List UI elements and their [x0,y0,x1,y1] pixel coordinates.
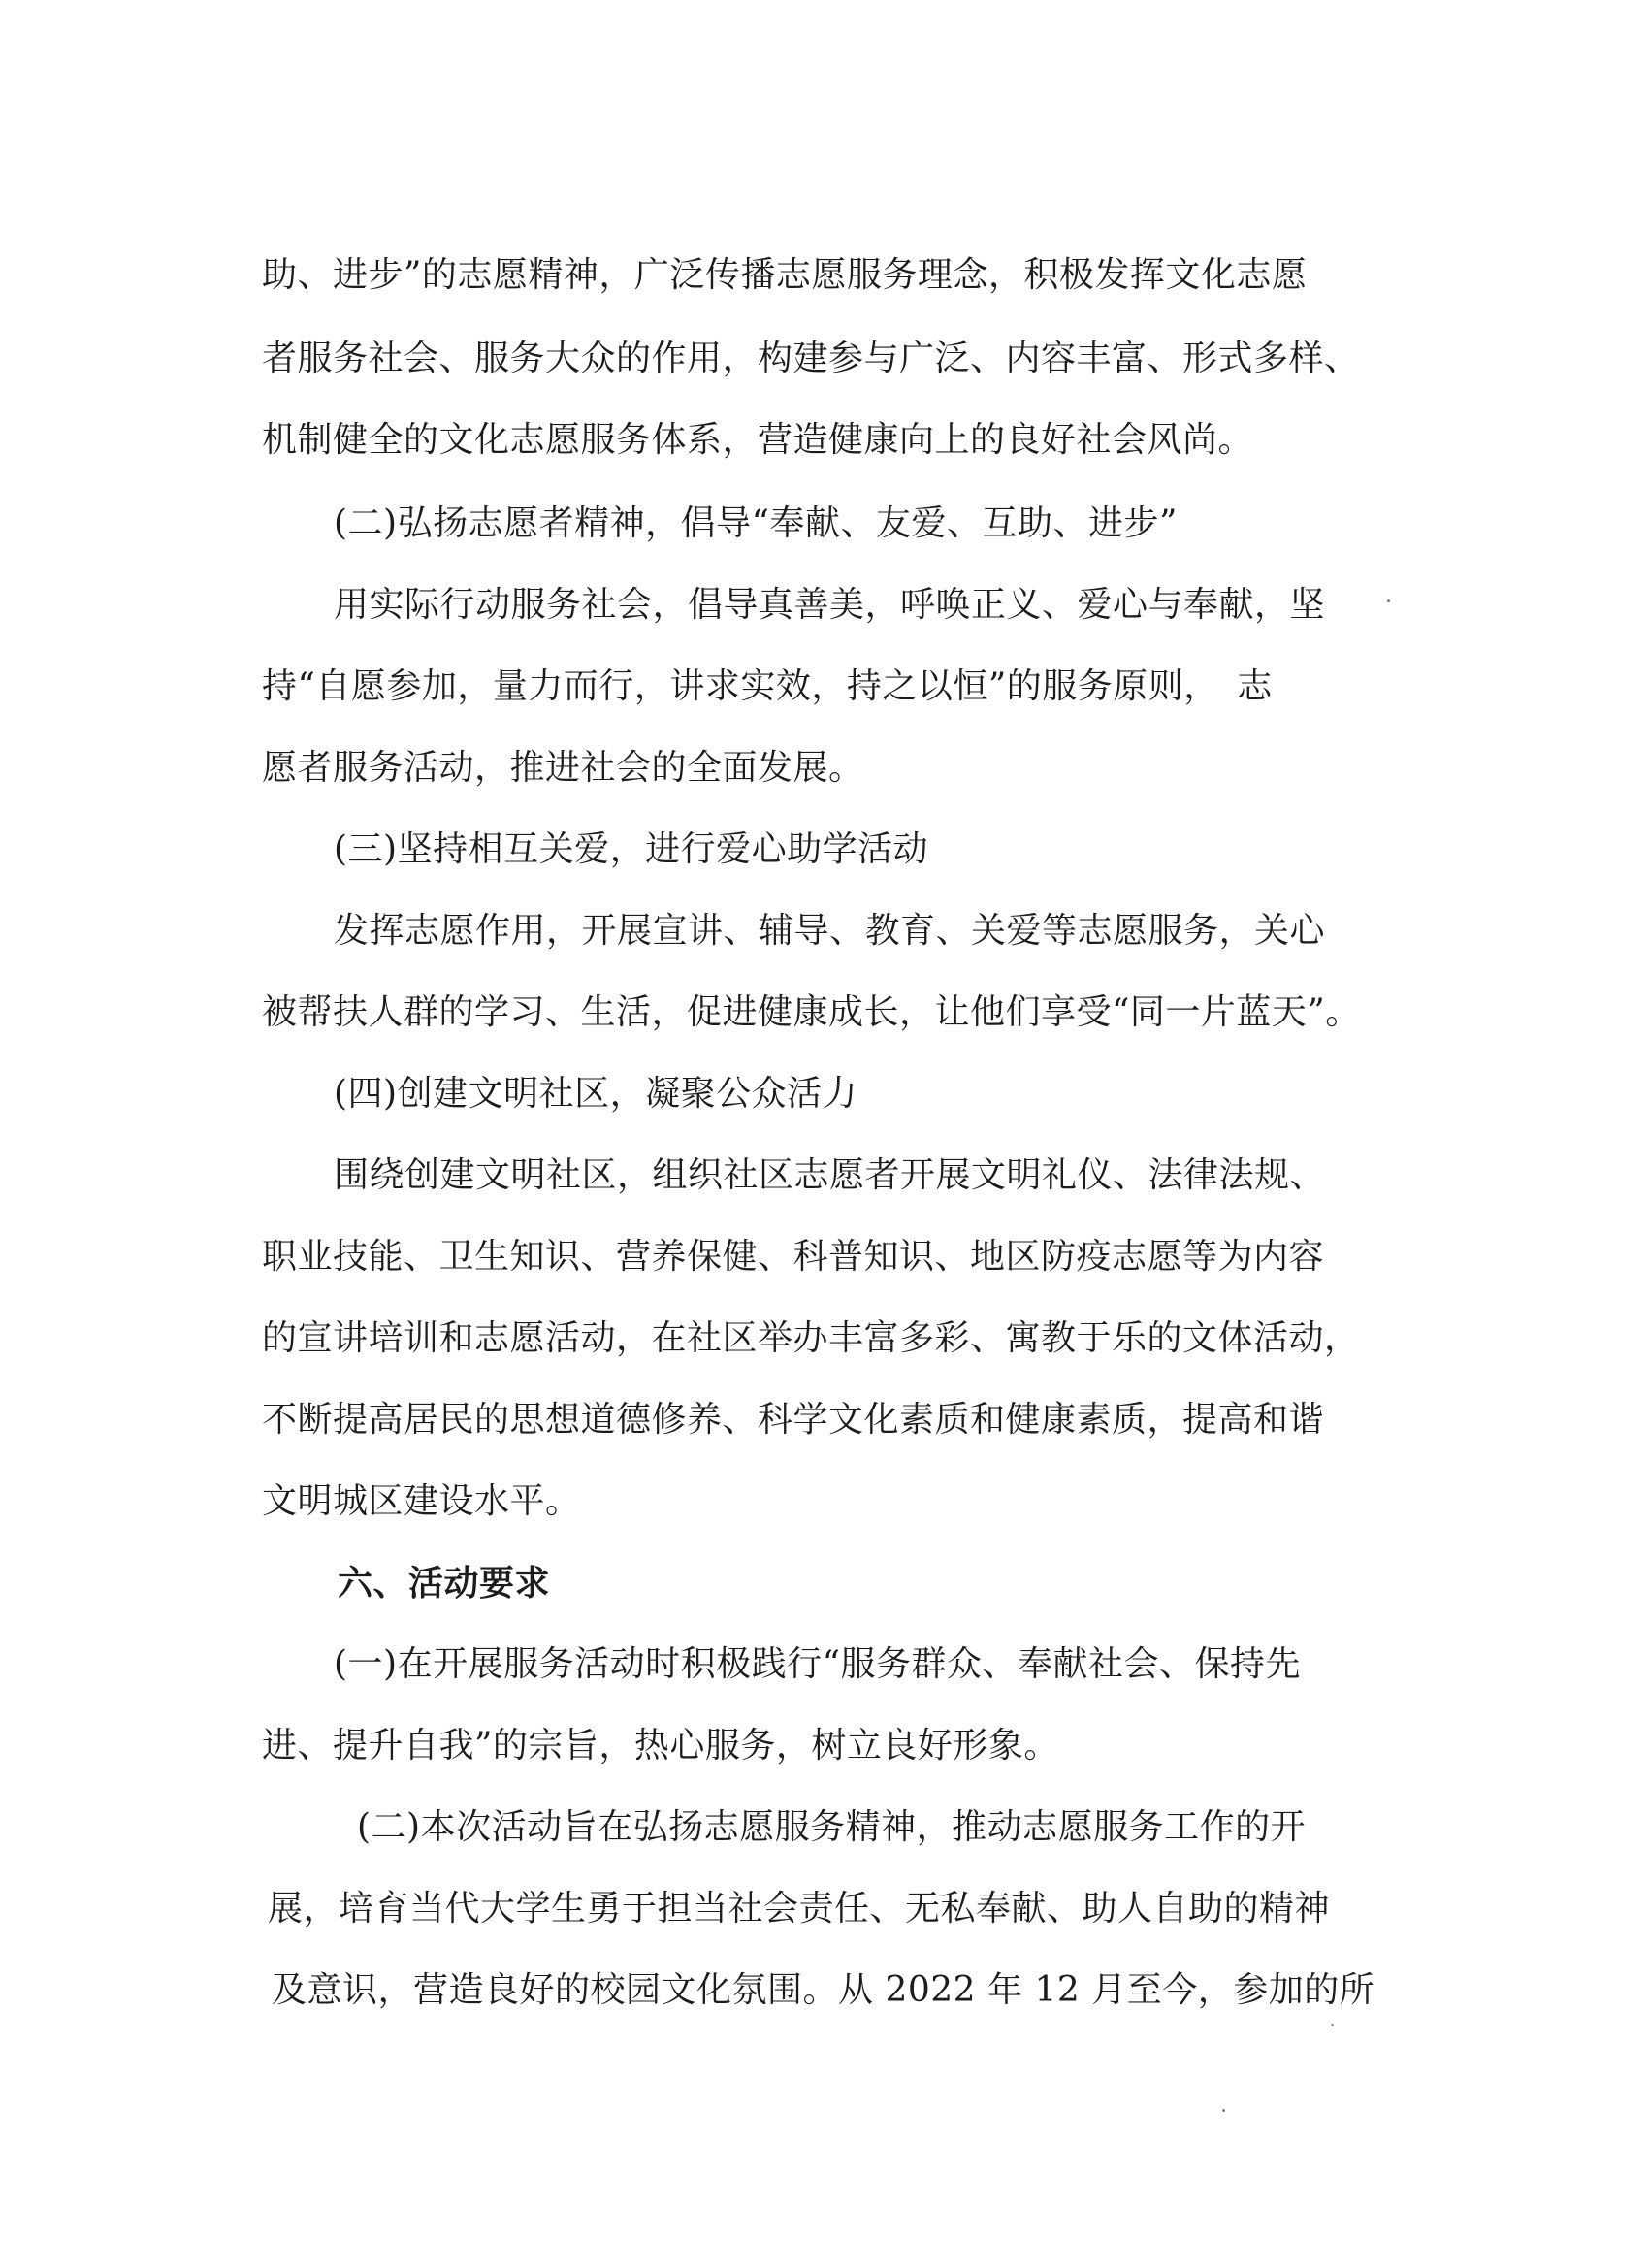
body-text-line: (二)本次活动旨在弘扬志愿服务精神，推动志愿服务工作的开 [357,1807,1307,1847]
section-heading: (三)坚持相互关爱，进行爱心助学活动 [334,829,929,869]
body-text-line: 及意识，营造良好的校园文化氛围。从 2022 年 12 月至今，参加的所 [272,1970,1375,2010]
body-text-line: 进、提升自我”的宗旨，热心服务，树立良好形象。 [262,1726,1059,1766]
body-text-line: 围绕创建文明社区，组织社区志愿者开展文明礼仪、法律法规、 [334,1155,1326,1195]
body-text-line: 愿者服务活动，推进社会的全面发展。 [262,748,864,788]
body-text-line: 被帮扶人群的学习、生活，促进健康成长，让他们享受“同一片蓝天”。 [262,992,1361,1032]
section-heading: (四)创建文明社区，凝聚公众活力 [334,1074,858,1114]
scan-speck [1222,2109,1225,2112]
scan-speck [1387,599,1390,602]
body-text-line: 不断提高居民的思想道德修养、科学文化素质和健康素质，提高和谐 [262,1400,1325,1440]
body-text-line: 发挥志愿作用，开展宣讲、辅导、教育、关爱等志愿服务，关心 [334,911,1326,951]
section-heading: (二)弘扬志愿者精神，倡导“奉献、友爱、互助、进步” [334,503,1178,543]
body-text-line: 文明城区建设水平。 [262,1481,581,1521]
body-text-line: (一)在开展服务活动时积极践行“服务群众、奉献社会、保持先 [334,1644,1301,1684]
body-text-line: 机制健全的文化志愿服务体系，营造健康向上的良好社会风尚。 [262,420,1254,460]
chapter-heading: 六、活动要求 [338,1563,551,1604]
body-text-line: 用实际行动服务社会，倡导真善美，呼唤正义、爱心与奉献，坚 [334,585,1326,625]
body-text-line: 持“自愿参加，量力而行，讲求实效，持之以恒”的服务原则， 志 [262,666,1273,706]
body-text-line: 展，培育当代大学生勇于担当社会责任、无私奉献、助人自助的精神 [268,1889,1331,1928]
body-text-line: 助、进步”的志愿精神，广泛传播志愿服务理念，积极发挥文化志愿 [262,255,1308,295]
scan-speck [1331,2024,1334,2026]
body-text-line: 者服务社会、服务大众的作用，构建参与广泛、内容丰富、形式多样、 [262,339,1360,378]
body-text-line: 的宣讲培训和志愿活动，在社区举办丰富多彩、寓教于乐的文体活动， [262,1318,1360,1358]
body-text-line: 职业技能、卫生知识、营养保健、科普知识、地区防疫志愿等为内容 [262,1237,1325,1277]
